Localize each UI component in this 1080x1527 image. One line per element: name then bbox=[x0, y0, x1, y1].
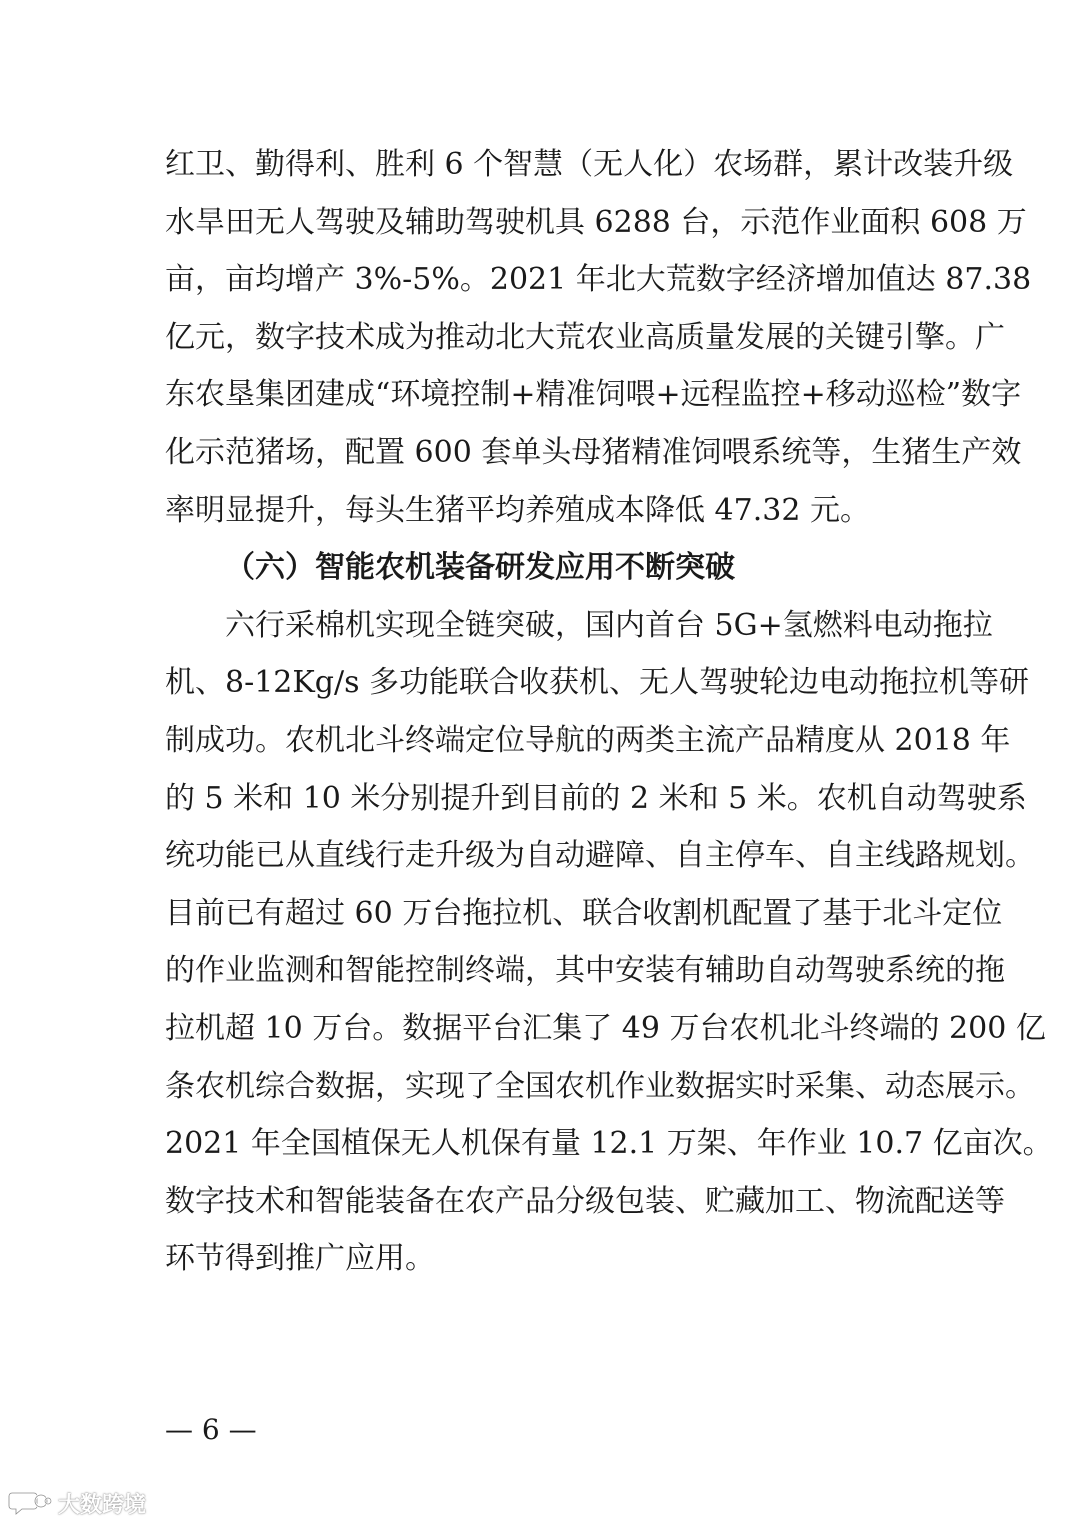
paragraph-1-line-2: 水旱田无人驾驶及辅助驾驶机具 6288 台，示范作业面积 608 万 bbox=[165, 204, 1027, 240]
body-text bbox=[165, 136, 1053, 1288]
paragraph-1-line-3: 亩，亩均增产 3%-5%。2021 年北大荒数字经济增加值达 87.38 bbox=[165, 262, 1032, 298]
paragraph-2-line-9: 条农机综合数据，实现了全国农机作业数据实时采集、动态展示。 bbox=[165, 1068, 1035, 1104]
paragraph-2-line-3: 制成功。农机北斗终端定位导航的两类主流产品精度从 2018 年 bbox=[165, 722, 1011, 758]
paragraph-2-line-1: 六行采棉机实现全链突破，国内首台 5G+氢燃料电动拖拉 bbox=[225, 607, 993, 643]
paragraph-2-line-10: 2021 年全国植保无人机保有量 12.1 万架、年作业 10.7 亿亩次。 bbox=[165, 1126, 1053, 1162]
paragraph-2-line-6: 目前已有超过 60 万台拖拉机、联合收割机配置了基于北斗定位 bbox=[165, 895, 1003, 931]
paragraph-1-line-5: 东农垦集团建成“环境控制+精准饲喂+远程监控+移动巡检”数字 bbox=[165, 377, 1022, 413]
paragraph-2-line-2: 机、8-12Kg/s 多功能联合收获机、无人驾驶轮边电动拖拉机等研 bbox=[165, 665, 1030, 701]
speech-bubble-logo-icon bbox=[8, 1489, 52, 1517]
watermark bbox=[8, 1486, 146, 1520]
paragraph-2-line-7: 的作业监测和智能控制终端，其中安装有辅助自动驾驶系统的拖 bbox=[165, 953, 1005, 989]
paragraph-2-line-4: 的 5 米和 10 米分别提升到目前的 2 米和 5 米。农机自动驾驶系 bbox=[165, 780, 1027, 816]
paragraph-1-line-1: 红卫、勤得利、胜利 6 个智慧（无人化）农场群，累计改装升级 bbox=[165, 147, 1014, 182]
paragraph-2-line-8: 拉机超 10 万台。数据平台汇集了 49 万台农机北斗终端的 200 亿 bbox=[165, 1010, 1046, 1046]
paragraph-1-line-4: 亿元，数字技术成为推动北大荒农业高质量发展的关键引擎。广 bbox=[165, 319, 1005, 355]
paragraph-2-line-5: 统功能已从直线行走升级为自动避障、自主停车、自主线路规划。 bbox=[165, 838, 1035, 874]
watermark-text: 大数跨境 bbox=[58, 1492, 147, 1518]
paragraph-1-line-6: 化示范猪场，配置 600 套单头母猪精准饲喂系统等，生猪生产效 bbox=[165, 434, 1022, 470]
paragraph-2-line-11: 数字技术和智能装备在农产品分级包装、贮藏加工、物流配送等 bbox=[165, 1183, 1005, 1219]
section-heading: （六）智能农机装备研发应用不断突破 bbox=[225, 550, 735, 586]
paragraph-1-line-7: 率明显提升，每头生猪平均养殖成本降低 47.32 元。 bbox=[165, 492, 870, 528]
paragraph-2-line-12: 环节得到推广应用。 bbox=[165, 1241, 435, 1277]
page-number: — 6 — bbox=[165, 1413, 257, 1446]
